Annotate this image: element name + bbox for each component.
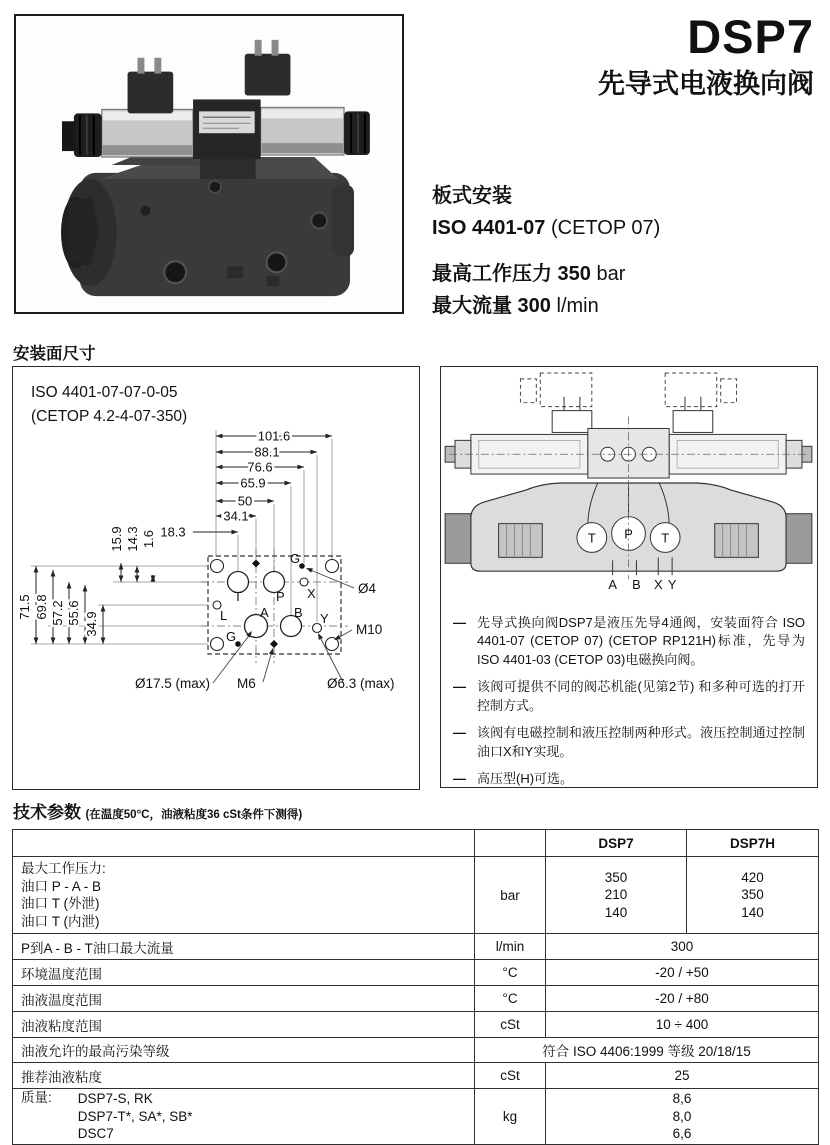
svg-text:69.8: 69.8: [34, 594, 49, 620]
feature-bullet: — 先导式换向阀DSP7是液压先导4通阀，安装面符合 ISO 4401-07 (CETOP 07) (CETOP RP121H)标准，先导为 ISO 4401-03 (CETOP 03)电磁换向阀。: [453, 614, 805, 669]
values-dsp7h: 420 350 140: [687, 857, 819, 934]
param-mass: 质量: DSP7-S, RK DSP7-T*, SA*, SB* DSC7: [13, 1089, 475, 1145]
param-max-flow: P到A - B - T油口最大流量: [13, 934, 475, 960]
mounting-standard: ISO 4401-07 (CETOP 07): [432, 217, 661, 239]
svg-text:A: A: [260, 605, 269, 620]
header-dsp7h: DSP7H: [687, 830, 819, 857]
intro-specs: [432, 180, 660, 322]
svg-text:Ø4: Ø4: [358, 581, 377, 596]
svg-text:Ø17.5 (max): Ø17.5 (max): [135, 676, 211, 691]
svg-text:1.6: 1.6: [141, 529, 156, 549]
valve-cross-section: [441, 367, 816, 595]
svg-text:B: B: [632, 577, 641, 593]
svg-text:Y: Y: [667, 577, 677, 593]
feature-bullet: — 该阀有电磁控制和液压控制两种形式。液压控制通过控制油口X和Y实现。: [453, 724, 805, 761]
bullet-dash: —: [453, 679, 466, 695]
unit-bar: bar: [475, 857, 546, 934]
mounting-section-heading: 安装面尺寸: [13, 345, 96, 363]
svg-text:T: T: [587, 530, 596, 546]
row-max-pressure: [13, 857, 819, 934]
param-max-pressure: 最大工作压力: 油口 P - A - B 油口 T (外泄) 油口 T (内泄): [13, 857, 475, 934]
tech-params-heading: 技术参数 (在温度50°C，油液粘度36 cSt条件下测得): [13, 803, 303, 822]
drawing-cetop-code: (CETOP 4.2-4-07-350): [31, 408, 188, 425]
row-max-flow: P到A - B - T油口最大流量 l/min 300: [13, 934, 819, 960]
bolt-hole: [211, 560, 224, 573]
max-pressure: 最高工作压力 350 bar: [432, 263, 626, 285]
svg-text:M10: M10: [356, 622, 383, 637]
bullet-dash: —: [453, 771, 466, 787]
svg-text:T: T: [661, 530, 670, 546]
page-title: DSP7: [687, 10, 814, 63]
row-mass: 质量: DSP7-S, RK DSP7-T*, SA*, SB* DSC7 kg 8,6 8,0 6,6: [13, 1089, 819, 1145]
svg-text:18.3: 18.3: [160, 524, 186, 540]
svg-text:34.9: 34.9: [84, 611, 99, 637]
locating-pin-top: [252, 560, 260, 568]
mass-values: 8,6 8,0 6,6: [546, 1089, 819, 1145]
row-ambient-temp: 环境温度范围 °C -20 / +50: [13, 960, 819, 986]
feature-bullet-list: [453, 614, 805, 789]
row-viscosity-range: 油液粘度范围 cSt 10 ÷ 400: [13, 1012, 819, 1038]
param-recommended-viscosity: 推荐油液粘度: [13, 1063, 475, 1089]
svg-text:65.9: 65.9: [240, 475, 266, 491]
tech-params-note: (在温度50°C，油液粘度36 cSt条件下测得): [85, 809, 303, 821]
port-X: [300, 578, 308, 586]
mounting-face: [201, 549, 348, 663]
bullet-dash: —: [453, 725, 466, 741]
svg-text:X: X: [653, 577, 663, 593]
svg-text:55.6: 55.6: [66, 600, 81, 626]
svg-text:P: P: [276, 589, 285, 604]
tech-params-table: [12, 829, 819, 1145]
bullet-dash: —: [453, 615, 466, 630]
svg-text:88.1: 88.1: [254, 444, 280, 460]
values-dsp7: 350 210 140: [546, 857, 687, 934]
bolt-hole: [326, 560, 339, 573]
vertical-dimensions-left: [17, 566, 105, 644]
svg-text:T: T: [234, 589, 242, 604]
table-header-row: [13, 830, 819, 857]
feature-bullet: — 高压型(H)可选。: [453, 770, 805, 788]
locating-pin-M6: [270, 640, 278, 648]
product-photo: [16, 16, 398, 308]
svg-text:X: X: [307, 586, 316, 601]
header-dsp7: DSP7: [546, 830, 687, 857]
product-photo-frame: [14, 14, 404, 314]
mounting-type: 板式安装: [432, 185, 512, 207]
svg-text:M6: M6: [237, 676, 256, 691]
row-oil-temp: 油液温度范围 °C -20 / +80: [13, 986, 819, 1012]
mounting-drawing-box: [12, 366, 420, 790]
svg-text:G: G: [226, 629, 237, 644]
bolt-hole: [211, 638, 224, 651]
svg-text:L: L: [220, 608, 228, 623]
page-subtitle: 先导式电液换向阀: [598, 69, 814, 100]
svg-text:15.9: 15.9: [109, 526, 124, 552]
title-block: [598, 12, 814, 101]
drawing-iso-code: ISO 4401-07-07-0-05: [31, 384, 178, 401]
param-oil-temp: 油液温度范围: [13, 986, 475, 1012]
row-recommended-viscosity: 推荐油液粘度 cSt 25: [13, 1063, 819, 1089]
feature-bullet: — 该阀可提供不同的阀芯机能(见第2节) 和多种可选的打开控制方式。: [453, 678, 805, 715]
svg-text:71.5: 71.5: [17, 594, 32, 620]
max-flow: 最大流量 300 l/min: [432, 295, 599, 317]
param-ambient-temp: 环境温度范围: [13, 960, 475, 986]
svg-text:50: 50: [237, 493, 253, 509]
vertical-dimensions-top: [109, 526, 156, 582]
svg-text:Y: Y: [320, 611, 329, 626]
header-empty-unit: [475, 830, 546, 857]
description-box: [440, 366, 818, 788]
svg-text:76.6: 76.6: [247, 459, 273, 475]
param-viscosity-range: 油液粘度范围: [13, 1012, 475, 1038]
param-contamination: 油液允许的最高污染等级: [13, 1038, 475, 1063]
header-empty-param: [13, 830, 475, 857]
row-contamination: 油液允许的最高污染等级 符合 ISO 4406:1999 等级 20/18/15: [13, 1038, 819, 1063]
svg-text:Ø6.3 (max): Ø6.3 (max): [327, 676, 395, 691]
svg-text:14.3: 14.3: [125, 526, 140, 552]
svg-text:G: G: [290, 551, 301, 566]
connector-outlines: [520, 373, 736, 407]
svg-text:A: A: [608, 577, 617, 593]
svg-text:34.1: 34.1: [223, 508, 249, 524]
svg-text:101.6: 101.6: [257, 428, 291, 444]
mounting-drawing: [13, 367, 419, 789]
svg-text:P: P: [624, 526, 633, 542]
svg-text:B: B: [294, 605, 303, 620]
svg-text:57.2: 57.2: [50, 600, 65, 626]
horizontal-dimensions: [160, 429, 332, 540]
